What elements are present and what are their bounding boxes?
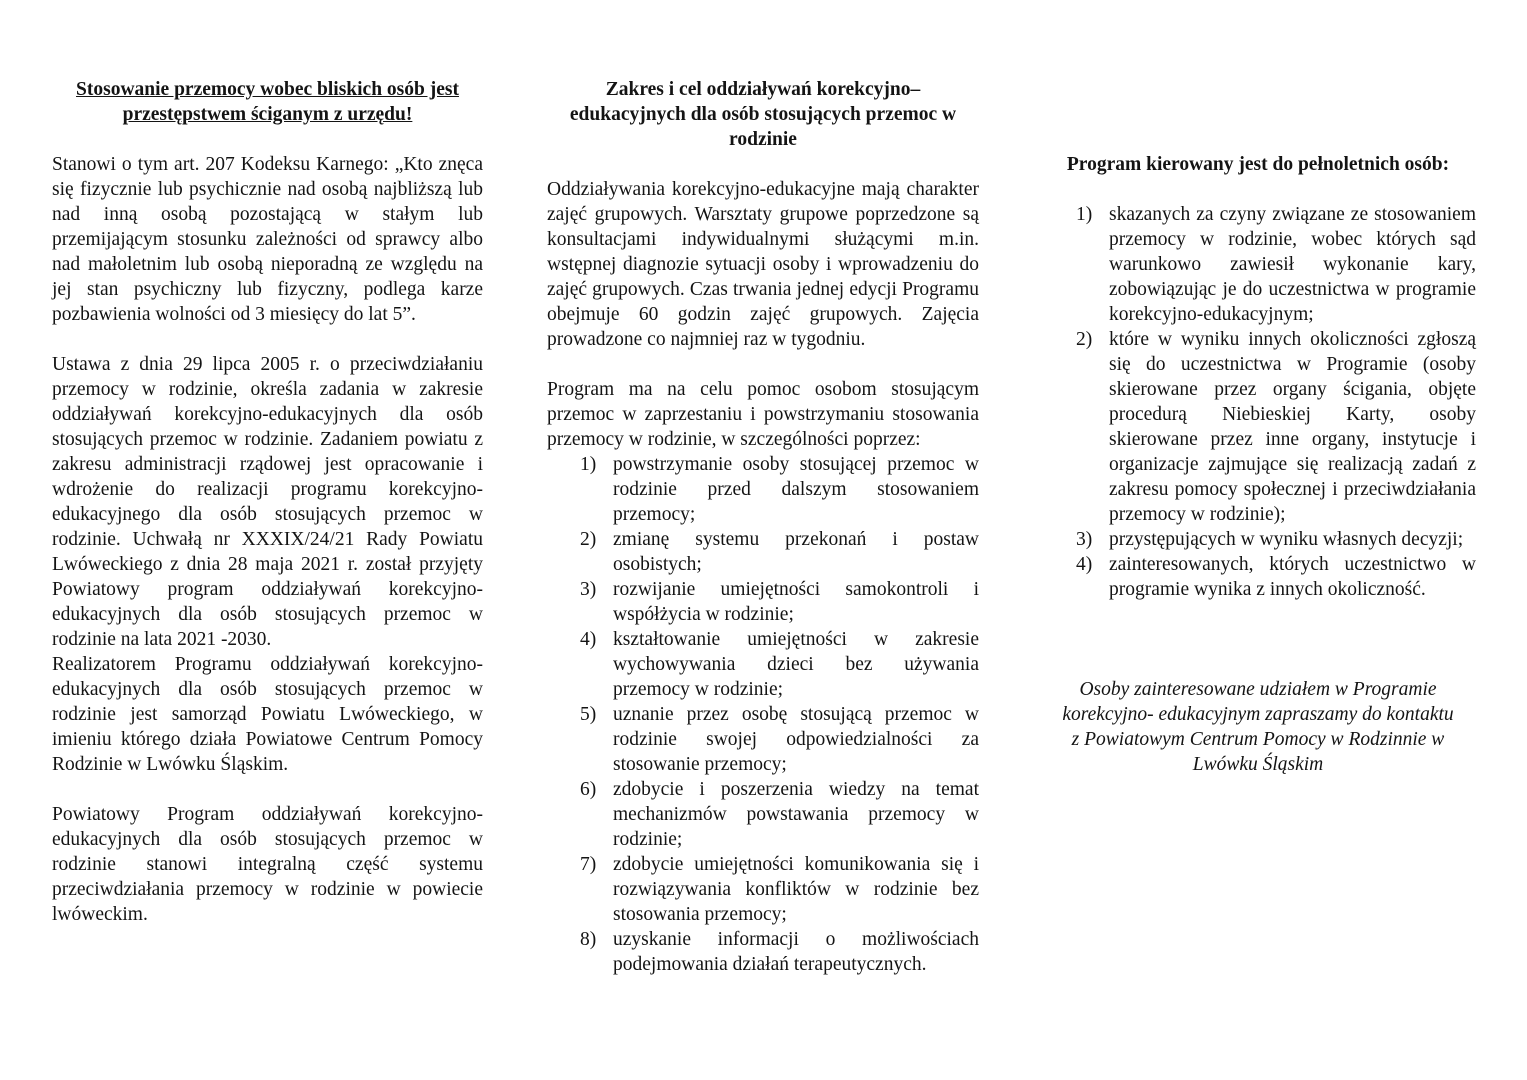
program-form-paragraph: Oddziaływania korekcyjno-edukacyjne mają charakter zajęć grupowych. Warsztaty grupowe poprzedzone są konsultacjami indywidualnymi służącymi m.in. wstępnej diagnozie sytuacji osoby i wprowadzeniu do zajęć grupowych. Czas trwania jednej edycji Programu obejmuje 60 godzin zajęć grupowych. Zajęcia prowadzone co najmniej raz w tygodniu.: [547, 179, 979, 350]
list-item: 5) uznanie przez osobę stosującą przemoc w rodzinie swojej odpowiedzialności za stosowanie przemocy;: [580, 704, 979, 775]
list-item: 4) zainteresowanych, których uczestnictwo w programie wynika z innych okoliczność.: [1076, 554, 1476, 600]
list-item: 1) skazanych za czyny związane ze stosowaniem przemocy w rodzinie, wobec których sąd warunkowo zawiesił wykonanie kary, zobowiązując je do uczestnictwa w programie korekcyjno-edukacyjnym;: [1076, 204, 1476, 325]
target-group-heading: Program kierowany jest do pełnoletnich osób:: [1066, 154, 1450, 175]
list-item: 3) rozwijanie umiejętności samokontroli i współżycia w rodzinie;: [580, 579, 979, 625]
violence-crime-heading: Stosowanie przemocy wobec bliskich osób jest przestępstwem ściganym z urzędu!: [76, 79, 459, 125]
list-item: 2) zmianę systemu przekonań i postaw osobistych;: [580, 529, 979, 575]
criminal-code-paragraph: Stanowi o tym art. 207 Kodeksu Karnego: „Kto znęca się fizycznie lub psychicznie nad osobą najbliższą lub nad inną osobą pozostającą w stałym lub przemijającym stosunku zależności od sprawcy albo nad małoletnim lub osobą nieporadną ze względu na jej stan psychiczny lub fizyczny, podlega karze pozbawienia wolności od 3 miesięcy do lat 5”.: [52, 154, 483, 325]
list-item: 1) powstrzymanie osoby stosującej przemoc w rodzinie przed dalszym stosowaniem przemocy;: [580, 454, 979, 525]
system-paragraph: Powiatowy Program oddziaływań korekcyjno-edukacyjnych dla osób stosujących przemoc w rodzinie stanowi integralną część systemu przeciwdziałania przemocy w rodzinie w powiecie lwóweckim.: [52, 804, 483, 925]
program-goal-paragraph: Program ma na celu pomoc osobom stosującym przemoc w zaprzestaniu i powstrzymaniu stosowania przemocy w rodzinie, w szczególności poprzez:: [547, 379, 979, 450]
target-group-list: [1040, 202, 1476, 602]
list-item: 2) które w wyniku innych okoliczności zgłoszą się do uczestnictwa w Programie (osoby skierowane przez organy ścigania, objęte procedurą Niebieskiej Karty, osoby skierowane przez inne organy, instytucje i organizacje zajmujące się realizacją zadań z zakresu pomocy społecznej i przeciwdziałania przemocy w rodzinie);: [1076, 329, 1476, 525]
goals-list: [547, 452, 979, 977]
left-column: [52, 0, 483, 927]
middle-column: [547, 0, 979, 977]
list-item: 4) kształtowanie umiejętności w zakresie wychowywania dzieci bez używania przemocy w rodzinie;: [580, 629, 979, 700]
scope-heading: Zakres i cel oddziaływań korekcyjno–edukacyjnych dla osób stosujących przemoc w rodzinie: [569, 79, 957, 150]
list-item: 6) zdobycie i poszerzenia wiedzy na temat mechanizmów powstawania przemocy w rodzinie;: [580, 779, 979, 850]
list-item: 8) uzyskanie informacji o możliwościach podejmowania działań terapeutycznych.: [580, 929, 979, 975]
implementer-paragraph: Realizatorem Programu oddziaływań korekcyjno-edukacyjnych dla osób stosujących przemoc w rodzinie jest samorząd Powiatu Lwóweckiego, w imieniu którego działa Powiatowe Centrum Pomocy Rodzinie w Lwówku Śląskim.: [52, 654, 483, 775]
list-item: 7) zdobycie umiejętności komunikowania się i rozwiązywania konfliktów w rodzinie bez stosowania przemocy;: [580, 854, 979, 925]
right-column: [1040, 0, 1476, 777]
invitation-text: Osoby zainteresowane udziałem w Programie korekcyjno- edukacyjnym zapraszamy do kontaktu z Powiatowym Centrum Pomocy w Rodzinnie w Lwówku Śląskim: [1062, 679, 1454, 775]
list-item: 3) przystępujących w wyniku własnych decyzji;: [1076, 529, 1464, 550]
law-paragraph: Ustawa z dnia 29 lipca 2005 r. o przeciwdziałaniu przemocy w rodzinie, określa zadania w zakresie oddziaływań korekcyjno-edukacyjnych dla osób stosujących przemoc w rodzinie. Zadaniem powiatu z zakresu administracji rządowej jest opracowanie i wdrożenie do realizacji programu korekcyjno-edukacyjnego dla osób stosujących przemoc w rodzinie. Uchwałą nr XXXIX/24/21 Rady Powiatu Lwóweckiego z dnia 28 maja 2021 r. został przyjęty Powiatowy program oddziaływań korekcyjno-edukacyjnych dla osób stosujących przemoc w rodzinie na lata 2021 -2030.: [52, 354, 483, 650]
